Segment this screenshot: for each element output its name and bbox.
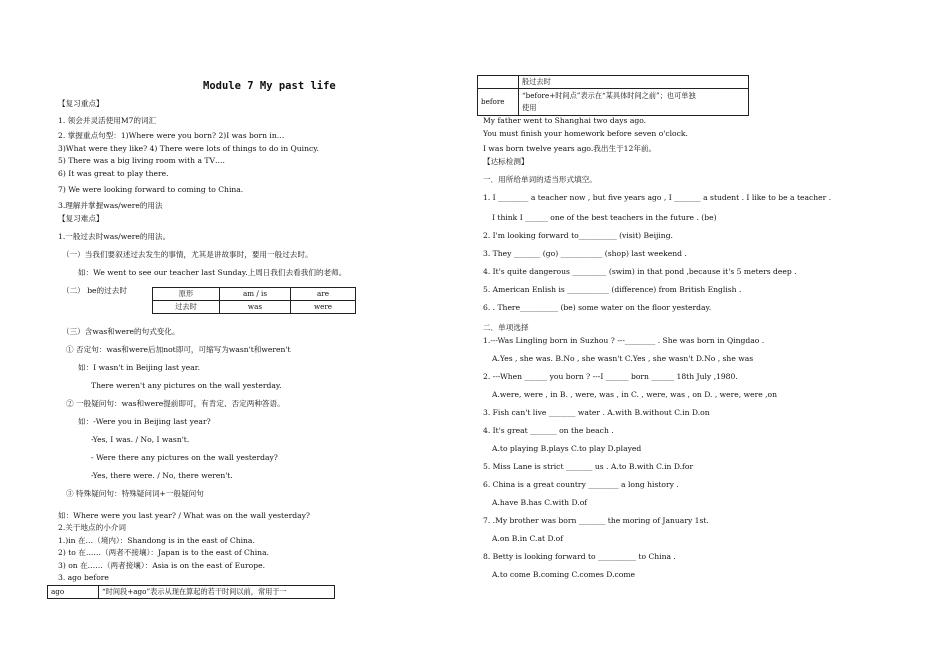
question: 1. I ________ a teacher now , but five years ago , I _______ a student . I like to be a teacher . bbox=[483, 193, 832, 202]
table-cell bbox=[478, 76, 519, 89]
table-cell: 般过去时 bbox=[519, 76, 749, 89]
table-cell: ago bbox=[48, 586, 99, 599]
section-heading: 二．单项选择 bbox=[483, 323, 529, 332]
table-cell: am / is bbox=[220, 288, 291, 301]
options: A.on B.in C.at D.of bbox=[492, 534, 564, 543]
text-line: ② 一般疑问句：was和were提前即可，有肯定、否定两种答语。 bbox=[66, 399, 285, 408]
text-line: You must finish your homework before seven o'clock. bbox=[483, 129, 688, 138]
text-line: 3) on 在……（两者接壤）：Asia is on the east of Europe. bbox=[58, 561, 266, 570]
text-line: （二） be的过去时 bbox=[62, 286, 127, 295]
question: 8. Betty is looking forward to __________ to China . bbox=[483, 552, 676, 561]
table-cell: was bbox=[220, 301, 291, 314]
text-line: 7) We were looking forward to coming to China. bbox=[58, 185, 244, 194]
cell-line: “before+时间点”表示在“某具体时间之前”；也可单独 bbox=[522, 91, 696, 100]
table-cell: 过去时 bbox=[153, 301, 220, 314]
options: A.to playing B.plays C.to play D.played bbox=[492, 444, 642, 453]
options: A.have B.has C.with D.of bbox=[492, 498, 588, 507]
question: 4. It's quite dangerous _________ (swim) in that pond ,because it's 5 meters deep . bbox=[483, 267, 797, 276]
ago-table bbox=[47, 585, 335, 599]
text-line: -Yes, I was. / No, I wasn't. bbox=[91, 435, 190, 444]
text-line: I was born twelve years ago.我出生于12年前。 bbox=[483, 144, 657, 153]
text-line: -Yes, there were. / No, there weren't. bbox=[91, 471, 233, 480]
text-line: （一）当我们要叙述过去发生的事情，尤其是讲故事时，要用一般过去时。 bbox=[62, 250, 313, 259]
question: 6. China is a great country ________ a long history . bbox=[483, 480, 679, 489]
question: 5. American Enlish is ___________ (difference) from British English . bbox=[483, 285, 742, 294]
options: A.Yes , she was. B.No , she wasn't C.Yes , she wasn't D.No , she was bbox=[492, 354, 754, 363]
table-cell: 原形 bbox=[153, 288, 220, 301]
text-line: ① 否定句：was和were后加not即可，可缩写为wasn't和weren't bbox=[66, 345, 291, 354]
question: 5. Miss Lane is strict _______ us . A.to B.with C.in D.for bbox=[483, 462, 694, 471]
text-line: 3.理解并掌握was/were的用法 bbox=[58, 201, 163, 210]
options: A.were, were , in B. , were, was , in C. , were, was , on D. , were, were ,on bbox=[492, 390, 778, 399]
text-line: 1. 领会并灵活使用M7的词汇 bbox=[58, 116, 157, 125]
table-cell: are bbox=[291, 288, 356, 301]
text-line: （三）含was和were的句式变化。 bbox=[62, 327, 180, 336]
cell-line: 使用 bbox=[522, 103, 537, 112]
text-line: 6) It was great to play there. bbox=[58, 169, 169, 178]
text-line: 2. 掌握重点句型：1)Where were you born? 2)I was born in… bbox=[58, 131, 285, 140]
text-line: 5) There was a big living room with a TV…. bbox=[58, 156, 225, 165]
question: 4. It's great _______ on the beach . bbox=[483, 426, 614, 435]
text-line: 1.一般过去时was/were的用法。 bbox=[58, 232, 171, 241]
text-line: 如：-Were you in Beijing last year? bbox=[78, 417, 211, 426]
table-cell: “时间段+ago”表示从现在算起的若干时间以前，常用于一 bbox=[99, 586, 335, 599]
options: A.to come B.coming C.comes D.come bbox=[492, 570, 636, 579]
text-line: 3)What were they like? 4) There were lots of things to do in Quincy. bbox=[58, 144, 319, 153]
section-heading: 【达标检测】 bbox=[483, 157, 529, 166]
table-cell: before bbox=[478, 89, 519, 116]
section-heading: 【复习难点】 bbox=[58, 214, 104, 223]
question: 7. .My brother was born _______ the moring of January 1st. bbox=[483, 516, 709, 525]
question: 3. Fish can't live _______ water . A.with B.without C.in D.on bbox=[483, 408, 710, 417]
question: 1.---Was Lingling born in Suzhou ? ---________ . She was born in Qingdao . bbox=[483, 336, 765, 345]
text-line: 如：Where were you last year? / What was on the wall yesterday? bbox=[58, 511, 310, 520]
before-table bbox=[477, 75, 749, 116]
text-line: 3. ago before bbox=[58, 573, 109, 582]
text-line: ③ 特殊疑问句：特殊疑问词+一般疑问句 bbox=[66, 489, 204, 498]
question: 2. I'm looking forward to__________ (visit) Beijing. bbox=[483, 231, 673, 240]
page-title: Module 7 My past life bbox=[203, 80, 336, 92]
text-line: 1.)in 在…（境内）：Shandong is in the east of China. bbox=[58, 536, 255, 545]
text-line: There weren't any pictures on the wall yesterday. bbox=[91, 381, 282, 390]
table-cell bbox=[519, 89, 749, 116]
question: I think I ______ one of the best teachers in the future . (be) bbox=[492, 213, 717, 222]
section-heading: 【复习重点】 bbox=[58, 99, 104, 108]
text-line: 如：I wasn't in Beijing last year. bbox=[78, 363, 200, 372]
text-line: 如：We went to see our teacher last Sunday.上周日我们去看我们的老师。 bbox=[78, 268, 347, 277]
be-past-table bbox=[152, 287, 356, 314]
question: 3. They _______ (go) ___________ (shop) last weekend . bbox=[483, 249, 687, 258]
table-cell: were bbox=[291, 301, 356, 314]
section-heading: 一．用所给单词的适当形式填空。 bbox=[483, 175, 597, 184]
question: 2. ---When ______ you born ? ---I ______ born ______ 18th July ,1980. bbox=[483, 372, 738, 381]
text-line: My father went to Shanghai two days ago. bbox=[483, 116, 647, 125]
text-line: - Were there any pictures on the wall yesterday? bbox=[91, 453, 278, 462]
text-line: 2) to 在……（两者不接壤）：Japan is to the east of China. bbox=[58, 548, 270, 557]
text-line: 2.关于地点的小介词 bbox=[58, 523, 126, 532]
question: 6. . There__________ (be) some water on the floor yesterday. bbox=[483, 303, 712, 312]
